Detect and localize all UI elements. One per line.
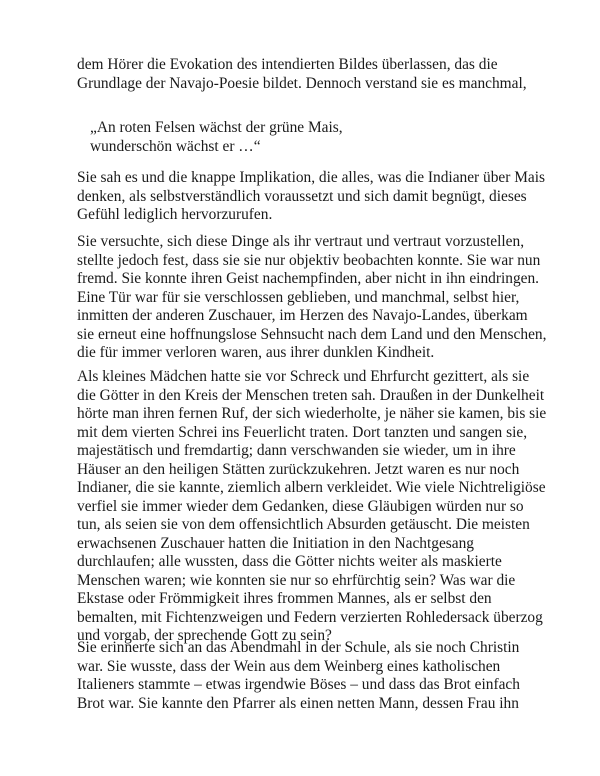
- text-line: sie erneut eine hoffnungslose Sehnsucht nach dem Land und den Menschen,: [77, 325, 547, 343]
- text-line: fremd. Sie konnte ihren Geist nachempfinden, aber nicht in ihn eindringen.: [77, 270, 540, 287]
- text-line: Eine Tür war für sie verschlossen geblieben, und manchmal, selbst hier,: [77, 288, 520, 306]
- text-line: tun, als seien sie von dem offensichtlich Absurden getäuscht. Die meisten: [77, 516, 530, 533]
- text-line: dem Hörer die Evokation des intendierten Bildes überlassen, das die: [77, 56, 498, 73]
- text-line: Grundlage der Navajo-Poesie bildet. Dennoch verstand sie es manchmal,: [77, 74, 527, 92]
- text-line: „An roten Felsen wächst der grüne Mais,: [90, 119, 343, 136]
- text-line: Häuser an den heiligen Stätten zurückzukehren. Jetzt waren es nur noch: [77, 460, 520, 478]
- text-line: Brot war. Sie kannte den Pfarrer als einen netten Mann, dessen Frau ihn: [77, 694, 519, 712]
- text-line: Indianer, die sie kannte, ziemlich albern verkleidet. Wie viele Nichtreligiöse: [77, 479, 546, 496]
- text-line: Als kleines Mädchen hatte sie vor Schreck und Ehrfurcht gezittert, als sie: [77, 368, 530, 385]
- paragraph-5: [77, 639, 532, 713]
- text-line: bemalten, mit Fichtenzweigen und Federn verzierten Rohledersack überzog: [77, 608, 543, 626]
- text-line: majestätisch und fremdartig; dann verschwanden sie wieder, um in ihre: [77, 442, 516, 459]
- text-line: verfiel sie immer wieder dem Gedanken, diese Gläubigen würden nur so: [77, 497, 524, 515]
- text-line: stellte jedoch fest, dass sie sie nur objektiv beobachten konnte. Sie war nun: [77, 251, 541, 269]
- paragraph-1: [77, 56, 532, 93]
- text-line: denken, als selbstverständlich voraussetzt und sich damit begnügt, dieses: [77, 187, 527, 205]
- text-line: mit dem vierten Schrei ins Feuerlicht traten. Dort tanzten und sangen sie,: [77, 423, 528, 441]
- text-line: und vorgab, der sprechende Gott zu sein?: [77, 627, 332, 644]
- text-line: Sie sah es und die knappe Implikation, die alles, was die Indianer über Mais: [77, 169, 546, 186]
- text-line: Ekstase oder Frömmigkeit ihres frommen Mannes, als er selbst den: [77, 590, 492, 607]
- paragraph-3: [77, 233, 547, 363]
- text-line: Menschen waren; wie konnten sie nur so ehrfürchtig sein? Was war die: [77, 571, 516, 589]
- text-line: Gefühl lediglich hervorzurufen.: [77, 206, 273, 223]
- text-line: die für immer verloren waren, aus ihrer dunklen Kindheit.: [77, 344, 435, 361]
- text-line: durchlaufen; alle wussten, dass die Götter nichts weiter als maskierte: [77, 553, 502, 570]
- text-line: die Götter in den Kreis der Menschen treten sah. Draußen in der Dunkelheit: [77, 386, 545, 404]
- text-line: Italieners stammte – etwas irgendwie Böses – und dass das Brot einfach: [77, 676, 520, 693]
- paragraph-2: [77, 169, 546, 225]
- text-line: erwachsenen Zuschauer hatten die Initiation in den Nachtgesang: [77, 534, 475, 552]
- text-line: Sie erinnerte sich an das Abendmahl in der Schule, als sie noch Christin: [77, 639, 520, 656]
- text-line: hörte man ihren fernen Ruf, der sich wiederholte, je näher sie kamen, bis sie: [77, 405, 547, 422]
- text-line: inmitten der anderen Zuschauer, im Herzen des Navajo-Landes, überkam: [77, 307, 528, 324]
- poem-quote: [90, 119, 545, 156]
- text-line: Sie versuchte, sich diese Dinge als ihr vertraut und vertraut vorzustellen,: [77, 233, 525, 250]
- paragraph-4: [77, 368, 547, 646]
- text-line: war. Sie wusste, dass der Wein aus dem Weinberg eines katholischen: [77, 657, 501, 675]
- text-line: wunderschön wächst er …“: [90, 137, 261, 155]
